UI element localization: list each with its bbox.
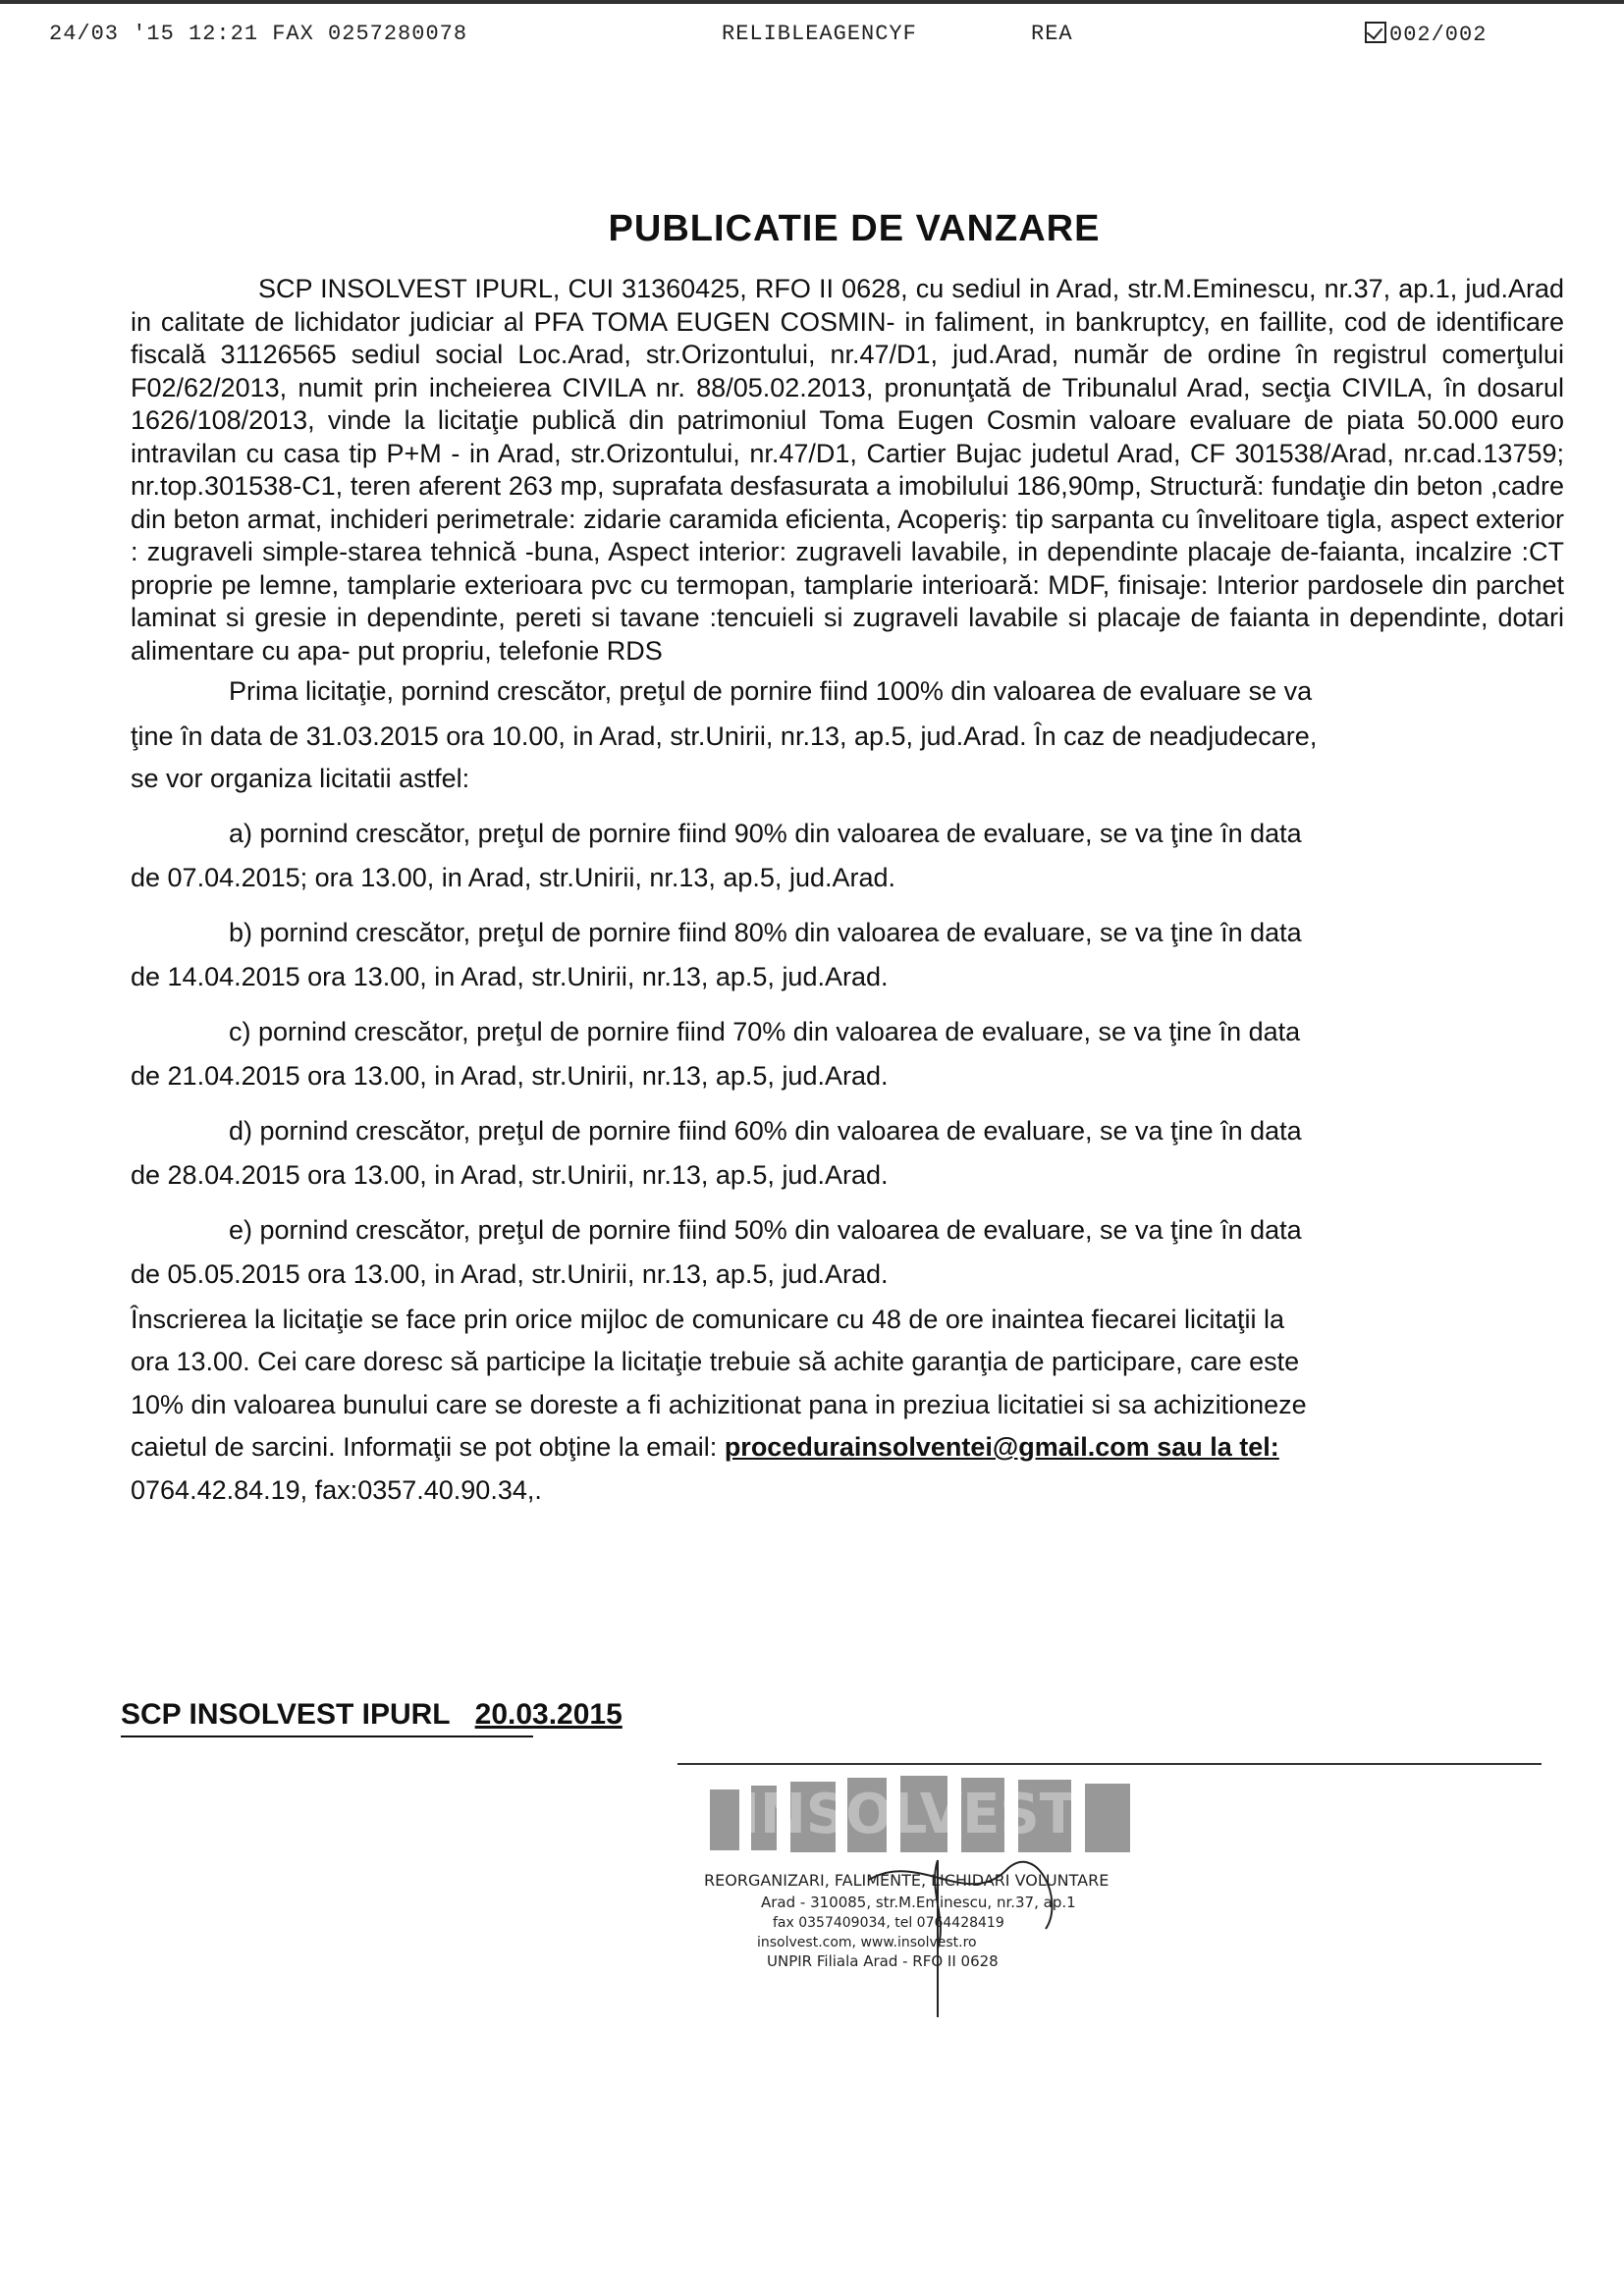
stamp-block-8 xyxy=(1085,1784,1130,1852)
stamp-line3: fax 0357409034, tel 0764428419 xyxy=(773,1915,1004,1931)
registration-line2: ora 13.00. Cei care doresc să participe la licitaţie trebuie să achite garanţia de participare, care este xyxy=(131,1347,1300,1376)
auction-e-line1: e) pornind crescător, preţul de pornire fiind 50% din valoarea de evaluare, se va ţine în data xyxy=(229,1214,1302,1245)
company-stamp xyxy=(692,1762,1242,2017)
stamp-line4: insolvest.com, www.insolvest.ro xyxy=(757,1935,977,1950)
first-auction-line1: Prima licitaţie, pornind crescător, preţul de pornire fiind 100% din valoarea de evaluare se va xyxy=(229,676,1313,706)
signature-block xyxy=(121,1698,623,1732)
document-title: PUBLICATIE DE VANZARE xyxy=(608,208,1101,249)
auction-c-line2: de 21.04.2015 ora 13.00, in Arad, str.Unirii, nr.13, ap.5, jud.Arad. xyxy=(131,1061,889,1091)
auction-d-line2: de 28.04.2015 ora 13.00, in Arad, str.Unirii, nr.13, ap.5, jud.Arad. xyxy=(131,1160,889,1190)
auction-d-line1: d) pornind crescător, preţul de pornire fiind 60% din valoarea de evaluare, se va ţine în data xyxy=(229,1115,1302,1146)
signature-name: SCP INSOLVEST IPURL xyxy=(121,1698,451,1731)
stamp-logo: INSOLVEST xyxy=(739,1783,1077,1846)
first-auction-line2: ţine în data de 31.03.2015 ora 10.00, in Arad, str.Unirii, nr.13, ap.5, jud.Arad. În caz de neadjudecare, xyxy=(131,721,1318,751)
fax-agency: RELIBLEAGENCYF xyxy=(722,22,917,46)
auction-b-line2: de 14.04.2015 ora 13.00, in Arad, str.Unirii, nr.13, ap.5, jud.Arad. xyxy=(131,962,889,991)
contact-email-link[interactable]: procedurainsolventei@gmail.com xyxy=(724,1432,1150,1462)
intro-paragraph: SCP INSOLVEST IPURL, CUI 31360425, RFO II 0628, cu sediul in Arad, str.M.Eminescu, nr.37, ap.1, jud.Arad in calitate de lichidator judiciar al PFA TOMA EUGEN COSMIN- in faliment, in bankruptcy, en faillite, cod de identificare fiscală 31126565 sediul social Loc.Arad, str.Orizontului, nr.47/D1, jud.Arad, număr de ordine în registrul comerţului F02/62/2013, numit prin incheierea CIVILA nr. 88/05.02.2013, pronunţată de Tribunalul Arad, secţia CIVILA, în dosarul 1626/108/2013, vinde la licitaţie publică din patrimoniul Toma Eugen Cosmin valoare evaluare de piata 50.000 euro intravilan cu casa tip P+M - in Arad, str.Orizontului, nr.47/D1, Cartier Bujac judetul Arad, CF 301538/Arad, nr.cad.13759; nr.top.301538-C1, teren aferent 263 mp, suprafata desfasurata a imobilului 186,90mp, Structură: fundaţie din beton ,cadre din beton armat, inchideri perimetrale: zidarie caramida eficienta, Acoperiş: tip sarpanta cu învelitoare tigla, aspect exterior : zugraveli simple-starea tehnică -buna, Aspect interior: zugraveli lavabile, in dependinte placaje de-faianta, incalzire :CT proprie pe lemne, tamplarie exterioara pvc cu termopan, tamplarie interioară: MDF, finisaje: Interior pardosele din parchet laminat si gresie in dependinte, pereti si tavane :tencuieli si zugraveli lavabile si placaje de faianta in dependinte, dotari alimentare cu apa- put propriu, telefonie RDS xyxy=(131,274,1564,666)
fax-rea: REA xyxy=(1031,22,1073,46)
stamp-line5: UNPIR Filiala Arad - RFO II 0628 xyxy=(767,1952,999,1970)
registration-line3: 10% din valoarea bunului care se doreste a fi achizitionat pana in preziua licitatiei si sa achizitioneze xyxy=(131,1389,1307,1419)
checkbox-icon xyxy=(1365,22,1386,43)
stamp-line1: REORGANIZARI, FALIMENTE, LICHIDARI VOLUNTARE xyxy=(704,1871,1110,1890)
registration-line1: Înscrierea la licitaţie se face prin orice mijloc de comunicare cu 48 de ore inaintea fiecarei licitaţii la xyxy=(131,1304,1285,1334)
stamp-line2: Arad - 310085, str.M.Eminescu, nr.37, ap.1 xyxy=(761,1894,1076,1911)
registration-line4 xyxy=(131,1431,1564,1465)
stamp-block-1 xyxy=(710,1789,739,1850)
auction-b-line1: b) pornind crescător, preţul de pornire fiind 80% din valoarea de evaluare, se va ţine în data xyxy=(229,917,1302,947)
fax-header xyxy=(0,0,1624,59)
auction-c-line1: c) pornind crescător, preţul de pornire fiind 70% din valoarea de evaluare, se va ţine în data xyxy=(229,1016,1301,1046)
registration-line4-pre: caietul de sarcini. Informaţii se pot obţine la email: xyxy=(131,1432,725,1462)
first-auction-line3: se vor organiza licitatii astfel: xyxy=(131,764,470,793)
document-body xyxy=(131,273,1564,1507)
registration-line4-post: sau la tel: xyxy=(1149,1432,1279,1462)
auction-a-line1: a) pornind crescător, preţul de pornire fiind 90% din valoarea de evaluare, se va ţine în data xyxy=(229,818,1302,848)
fax-timestamp: 24/03 '15 12:21 FAX 0257280078 xyxy=(49,22,468,46)
fax-page-count xyxy=(1365,22,1487,47)
auction-e-line2: de 05.05.2015 ora 13.00, in Arad, str.Unirii, nr.13, ap.5, jud.Arad. xyxy=(131,1259,889,1289)
fax-page: 002/002 xyxy=(1389,23,1488,47)
signature-date: 20.03.2015 xyxy=(474,1698,623,1731)
auction-a-line2: de 07.04.2015; ora 13.00, in Arad, str.Unirii, nr.13, ap.5, jud.Arad. xyxy=(131,863,896,892)
signature-underline xyxy=(121,1735,533,1737)
registration-line5: 0764.42.84.19, fax:0357.40.90.34,. xyxy=(131,1474,542,1505)
